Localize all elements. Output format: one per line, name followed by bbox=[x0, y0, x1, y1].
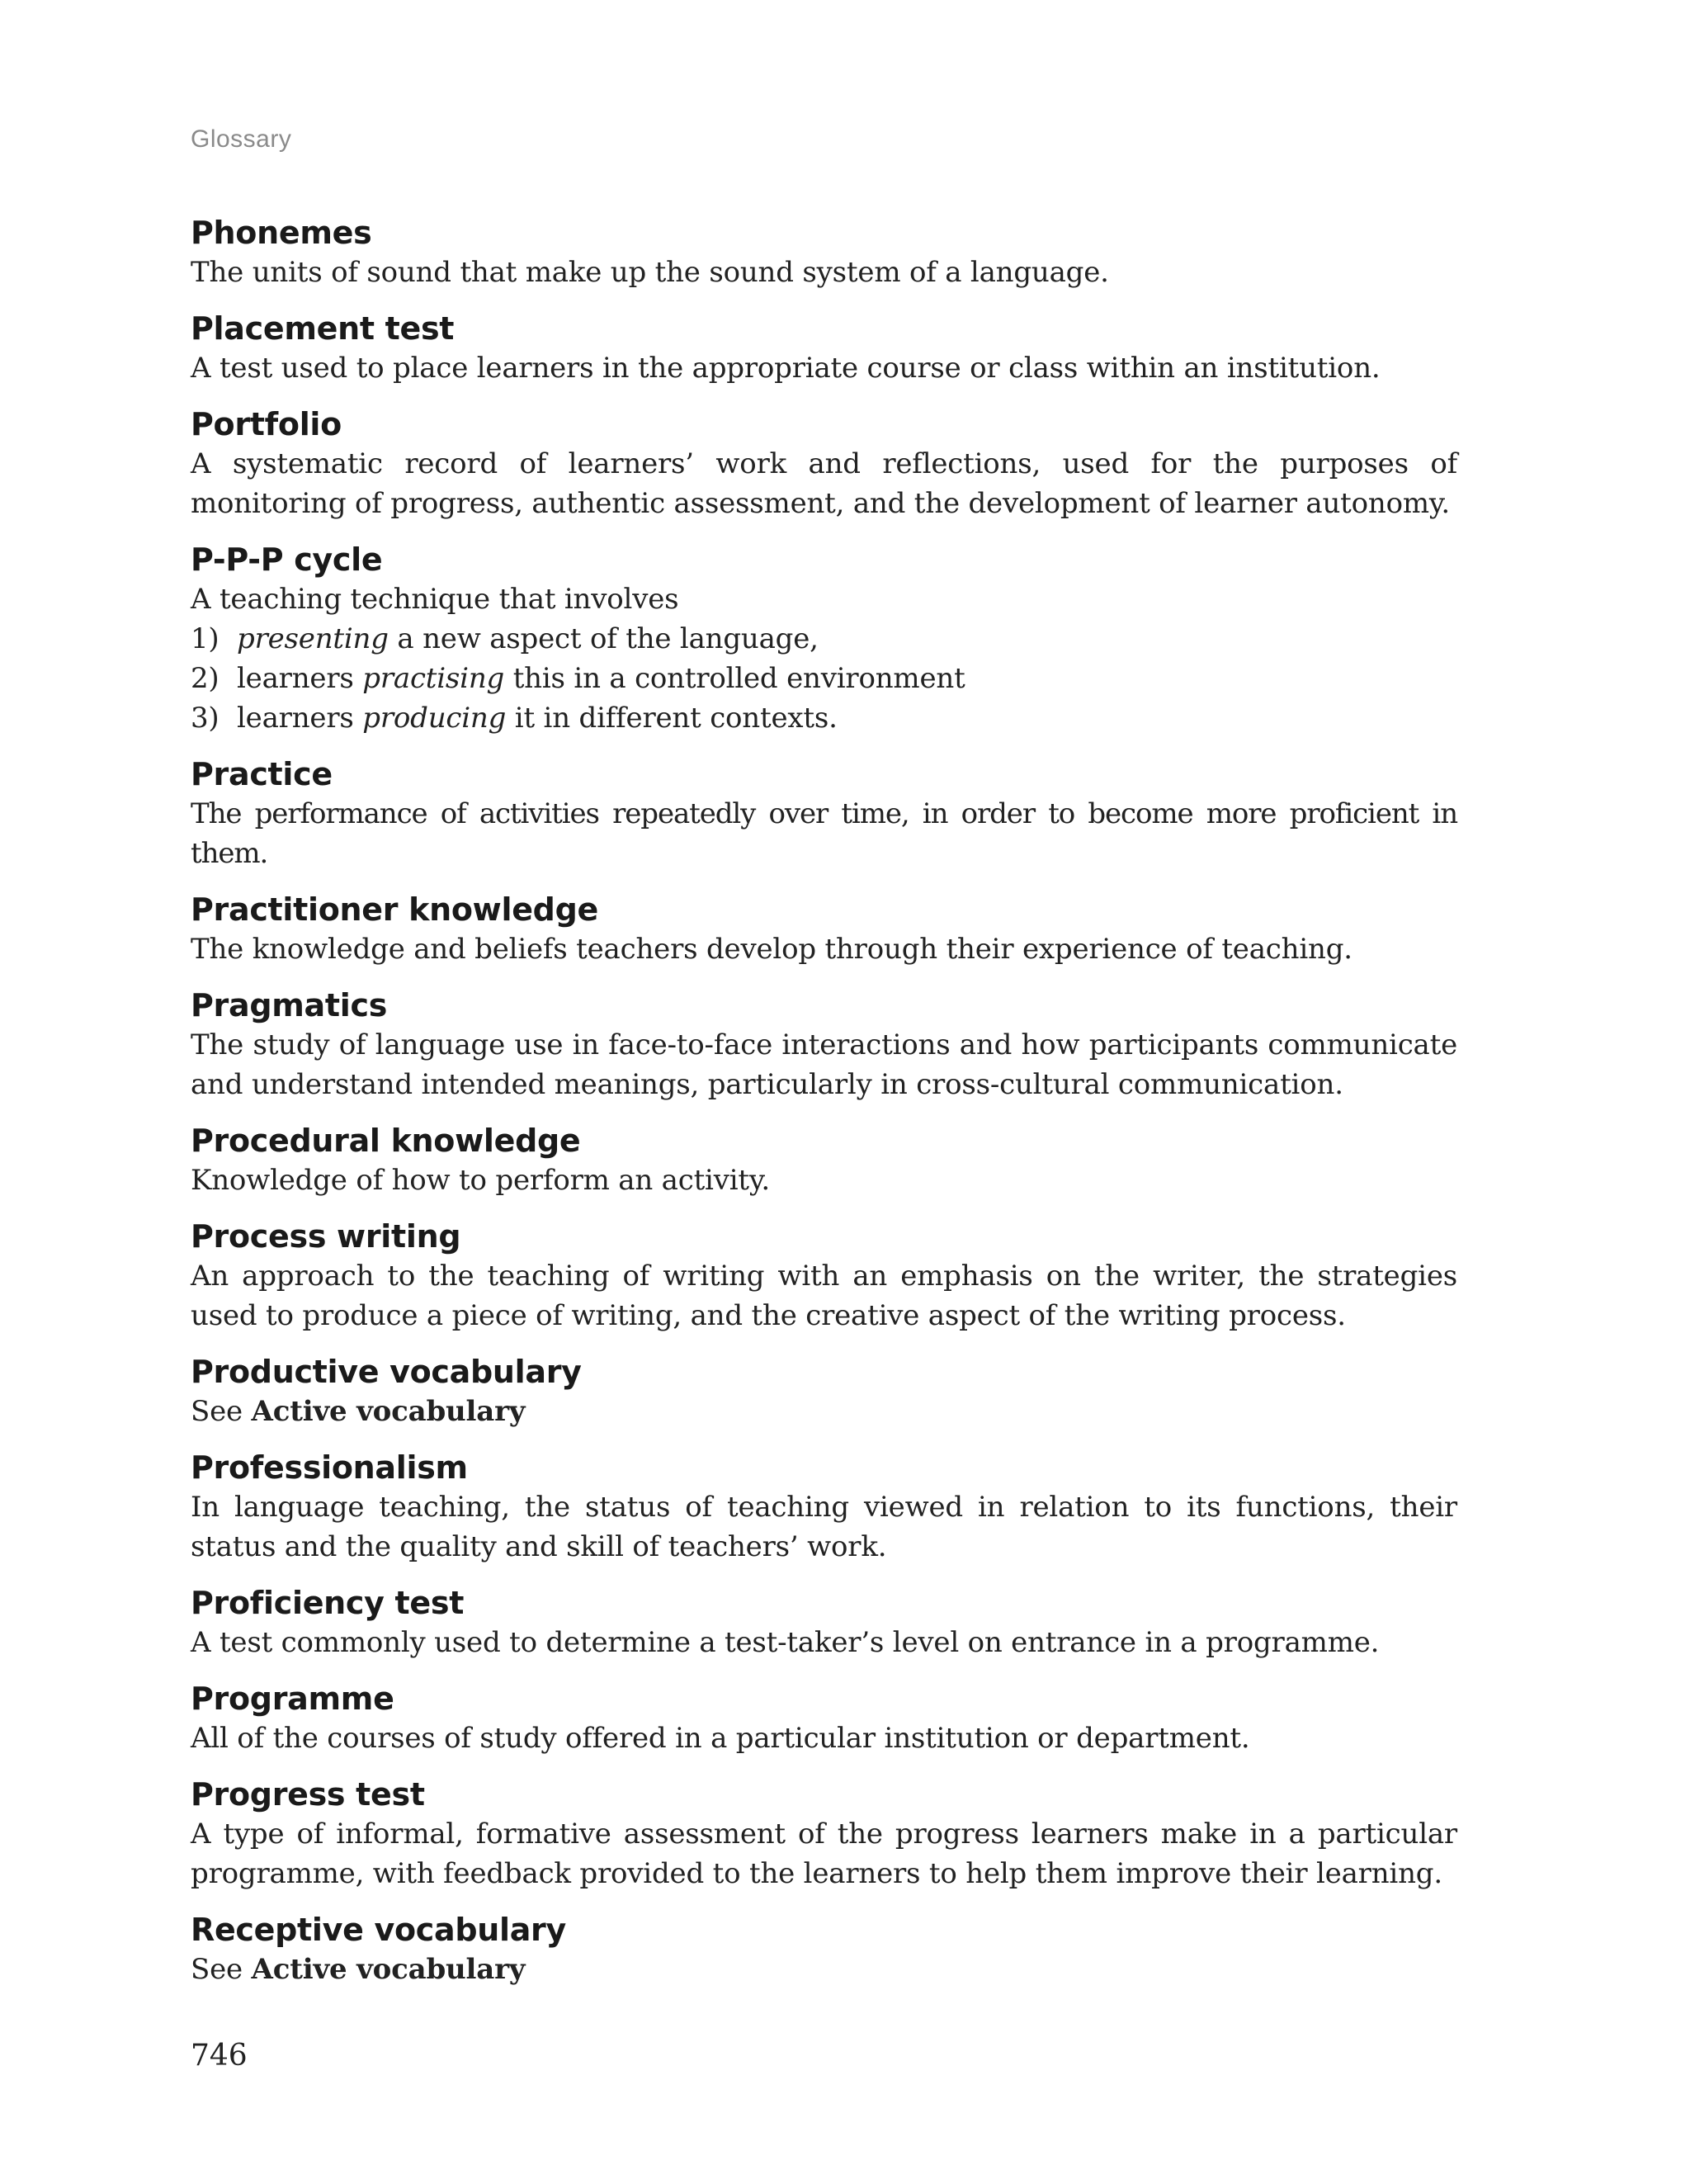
list-item bbox=[191, 619, 1457, 659]
glossary-entry bbox=[191, 213, 1457, 292]
list-text-pre: learners bbox=[237, 662, 363, 695]
entry-definition: All of the courses of study offered in a particular institution or department. bbox=[191, 1722, 1250, 1755]
entry-term: Practitioner knowledge bbox=[191, 891, 598, 928]
list-item bbox=[191, 659, 1457, 698]
glossary-entry bbox=[191, 1583, 1457, 1662]
entry-term: Progress test bbox=[191, 1776, 425, 1813]
list-text bbox=[237, 698, 838, 738]
list-text bbox=[237, 619, 819, 659]
list-text-emphasis: producing bbox=[362, 702, 507, 735]
entry-definition: A test commonly used to determine a test-taker’s level on entrance in a programme. bbox=[191, 1626, 1380, 1659]
glossary-entry bbox=[191, 1775, 1457, 1893]
list-item bbox=[191, 698, 1457, 738]
list-text-post: it in different contexts. bbox=[506, 702, 838, 735]
entry-term: Process writing bbox=[191, 1218, 461, 1255]
list-number: 1) bbox=[191, 622, 220, 655]
entry-term: Practice bbox=[191, 756, 333, 792]
glossary-entry bbox=[191, 1217, 1457, 1335]
see-prefix: See bbox=[191, 1395, 252, 1428]
glossary-entry bbox=[191, 890, 1457, 969]
glossary-entry bbox=[191, 1121, 1457, 1200]
entry-term: Programme bbox=[191, 1681, 394, 1717]
glossary-entry bbox=[191, 1910, 1457, 1989]
entry-definition: Knowledge of how to perform an activity. bbox=[191, 1164, 770, 1197]
glossary-entry bbox=[191, 1679, 1457, 1758]
entry-term: Placement test bbox=[191, 310, 455, 347]
entry-definition: The performance of activities repeatedly over time, in order to become more proficient in them. bbox=[191, 797, 1457, 870]
entry-term: Receptive vocabulary bbox=[191, 1912, 566, 1948]
entry-term: Portfolio bbox=[191, 406, 342, 442]
glossary-entry bbox=[191, 309, 1457, 388]
page-number: 746 bbox=[191, 2039, 248, 2073]
entry-see-also bbox=[191, 1392, 1457, 1431]
glossary-entry bbox=[191, 986, 1457, 1104]
entry-definition: The units of sound that make up the sound system of a language. bbox=[191, 256, 1109, 289]
entry-definition: A systematic record of learners’ work and reflections, used for the purposes of monitoring of progress, authentic assessment, and the development of learner autonomy. bbox=[191, 447, 1457, 520]
glossary-entries bbox=[191, 213, 1457, 2006]
glossary-entry bbox=[191, 1352, 1457, 1431]
entry-definition: A type of informal, formative assessment of the progress learners make in a particular programme, with feedback provided to the learners to help them improve their learning. bbox=[191, 1818, 1457, 1890]
entry-definition: A teaching technique that involves bbox=[191, 583, 679, 616]
glossary-entry bbox=[191, 404, 1457, 523]
glossary-entry bbox=[191, 540, 1457, 738]
entry-definition: A test used to place learners in the appropriate course or class within an institution. bbox=[191, 352, 1381, 385]
entry-see-also bbox=[191, 1950, 1457, 1989]
list-text-emphasis: presenting bbox=[237, 622, 389, 655]
glossary-entry bbox=[191, 754, 1457, 873]
glossary-entry bbox=[191, 1448, 1457, 1567]
list-number: 2) bbox=[191, 662, 220, 695]
entry-definition: The study of language use in face-to-face interactions and how participants communicate and understand intended meanings, particularly in cross-cultural communication. bbox=[191, 1028, 1457, 1101]
entry-term: Proficiency test bbox=[191, 1585, 465, 1621]
running-head: Glossary bbox=[191, 125, 292, 153]
see-reference: Active vocabulary bbox=[251, 1953, 526, 1986]
list-text-emphasis: practising bbox=[362, 662, 505, 695]
list-text-pre: learners bbox=[237, 702, 363, 735]
entry-term: Pragmatics bbox=[191, 987, 388, 1023]
see-prefix: See bbox=[191, 1953, 252, 1986]
entry-definition: In language teaching, the status of teaching viewed in relation to its functions, their status and the quality and skill of teachers’ work. bbox=[191, 1491, 1457, 1563]
entry-term: Productive vocabulary bbox=[191, 1354, 582, 1390]
entry-term: P-P-P cycle bbox=[191, 541, 383, 578]
entry-term: Professionalism bbox=[191, 1449, 468, 1486]
entry-term: Phonemes bbox=[191, 215, 372, 251]
entry-term: Procedural knowledge bbox=[191, 1123, 581, 1159]
list-text-post: a new aspect of the language, bbox=[388, 622, 819, 655]
entry-definition: An approach to the teaching of writing with an emphasis on the writer, the strategies used to produce a piece of writing, and the creative aspect of the writing process. bbox=[191, 1260, 1457, 1332]
list-text-post: this in a controlled environment bbox=[504, 662, 965, 695]
see-reference: Active vocabulary bbox=[251, 1395, 526, 1428]
list-text bbox=[237, 659, 965, 698]
entry-definition: The knowledge and beliefs teachers develop through their experience of teaching. bbox=[191, 933, 1352, 966]
list-number: 3) bbox=[191, 702, 220, 735]
